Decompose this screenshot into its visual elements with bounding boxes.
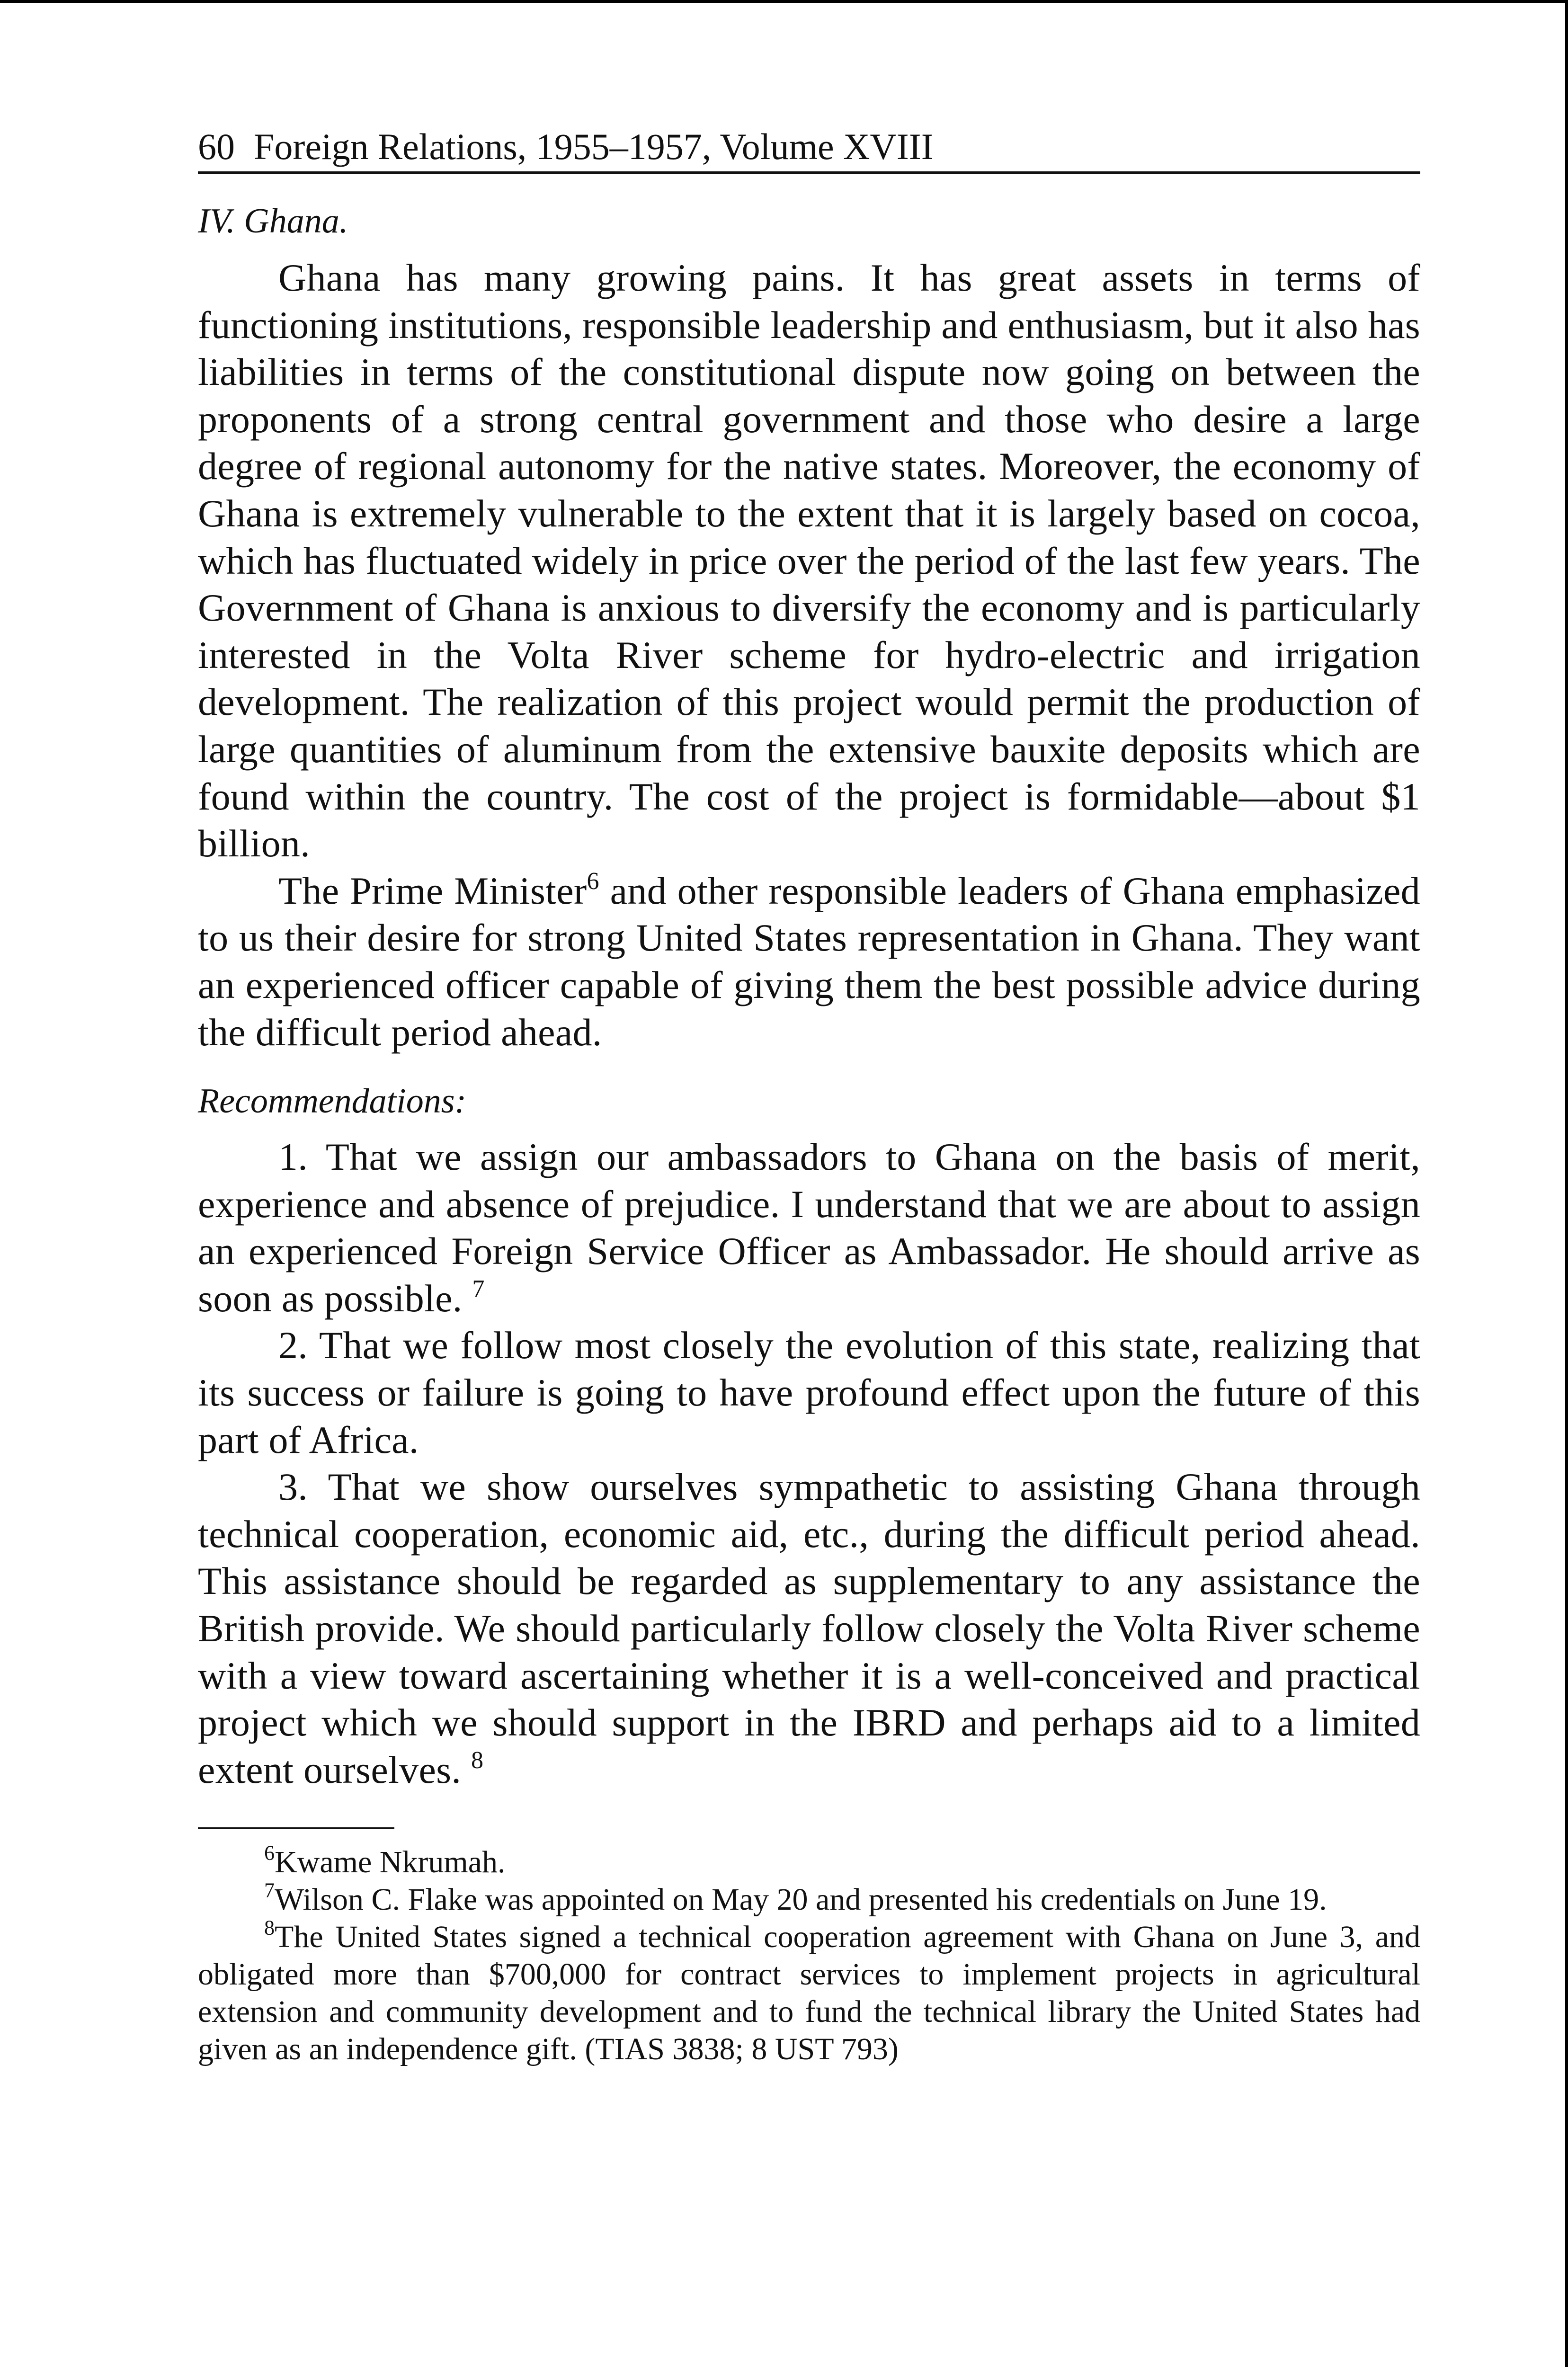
volume-title: Foreign Relations, 1955–1957, Volume XVIII: [254, 126, 934, 167]
recommendation-text: 1. That we assign our ambassadors to Ghana on the basis of merit, experience and absence of prejudice. I understand that we are about to assign an experienced Foreign Service Officer as Ambassador. He should arrive as soon as possible.: [198, 1135, 1420, 1320]
running-header: [198, 124, 1420, 174]
footnote-text: Wilson C. Flake was appointed on May 20 and presented his credentials on June 19.: [275, 1882, 1327, 1917]
paragraph-prime-minister: [198, 867, 1420, 1056]
page-number: 60: [198, 126, 235, 167]
footnote-text: The United States signed a technical cooperation agreement with Ghana on June 3, and obligated more than $700,000 for contract services to implement projects in agricultural extension and community development and to fund the technical library the United States had given as an independence gift. (TIAS 3838; 8 UST 793): [198, 1920, 1420, 2067]
footnote-ref-6: 6: [587, 867, 599, 895]
page-right-border: [1565, 0, 1568, 2367]
recommendation-text: 3. That we show ourselves sympathetic to assisting Ghana through technical cooperation, economic aid, etc., during the difficult period ahead. This assistance should be regarded as supplementary to any assistance the British provide. We should particularly follow closely the Volta River scheme with a view toward ascertaining whether it is a well-conceived and practical project which we should support in the IBRD and perhaps aid to a limited extent ourselves.: [198, 1465, 1420, 1791]
recommendations-heading: Recommendations:: [198, 1082, 467, 1121]
footnote-ref-7: 7: [472, 1275, 485, 1302]
paragraph-ghana-overview: Ghana has many growing pains. It has great assets in terms of functioning institutions, responsible leadership and enthusiasm, but it also has liabilities in terms of the constitutional dispute now going on between the proponents of a strong central government and those who desire a large degree of regional autonomy for the native states. Moreover, the economy of Ghana is extremely vulnerable to the extent that it is largely based on cocoa, which has fluctuated widely in price over the period of the last few years. The Government of Ghana is anxious to diversify the economy and is particularly interested in the Volta River scheme for hydro-electric and irrigation development. The realization of this project would permit the production of large quantities of aluminum from the extensive bauxite deposits which are found within the country. The cost of the project is formidable—about $1 billion.: [198, 256, 1420, 865]
recommendation-2: 2. That we follow most closely the evolution of this state, realizing that its success or failure is going to have profound effect upon the future of this part of Africa.: [198, 1324, 1420, 1461]
document-page: [198, 124, 1420, 2068]
paragraph-text: The Prime Minister: [278, 869, 587, 912]
recommendation-3: [198, 1463, 1420, 1793]
recommendation-1: [198, 1133, 1420, 1322]
footnote-divider: [198, 1827, 394, 1829]
footnote-number: 8: [264, 1916, 275, 1940]
footnote-6: [198, 1843, 1420, 1881]
footnote-8: [198, 1918, 1420, 2068]
page-top-border: [0, 0, 1568, 3]
paragraph-text: and other responsible leaders of Ghana emphasized to us their desire for strong United States representation in Ghana. They want an experienced officer capable of giving them the best possible advice during the difficult period ahead.: [198, 869, 1420, 1054]
footnote-ref-8: 8: [471, 1746, 484, 1774]
footnote-7: [198, 1881, 1420, 1918]
footnote-number: 7: [264, 1879, 275, 1903]
section-heading: IV. Ghana.: [198, 202, 348, 240]
footnotes: [198, 1843, 1420, 2068]
footnote-number: 6: [264, 1842, 275, 1865]
footnote-text: Kwame Nkrumah.: [275, 1845, 506, 1880]
